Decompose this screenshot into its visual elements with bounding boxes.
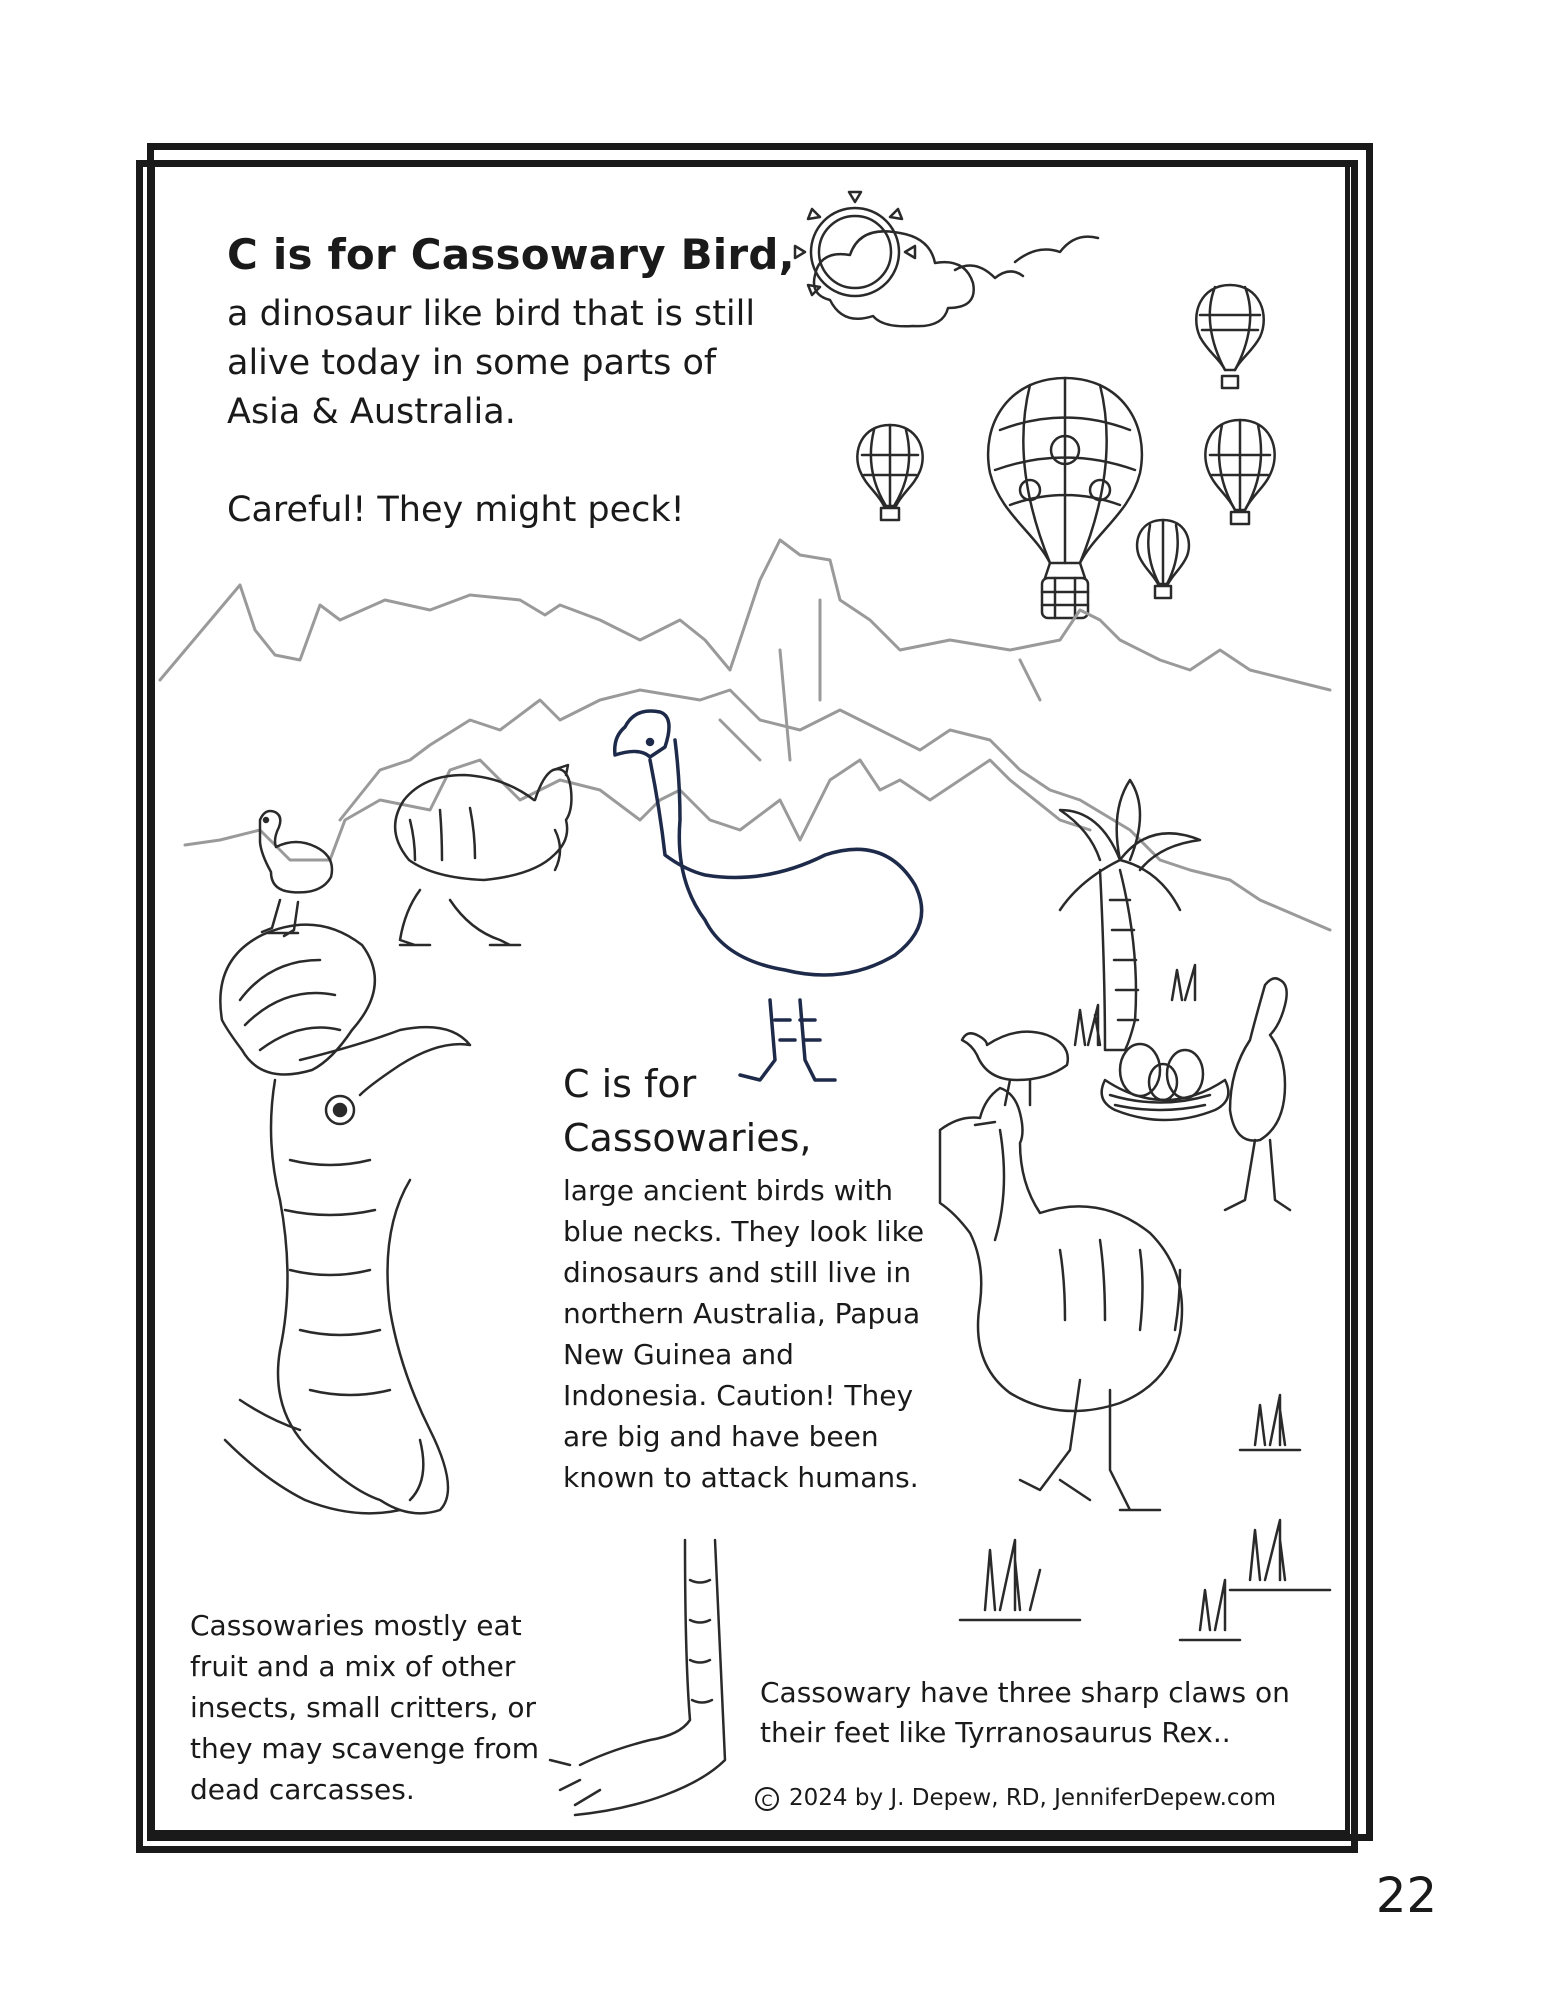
diet-line: fruit and a mix of other: [190, 1650, 516, 1683]
cassowary-walking-icon: [395, 765, 571, 945]
page-number: 22: [1375, 1868, 1437, 1924]
nest-eggs-icon: [1102, 1044, 1229, 1120]
body-line: are big and have been: [563, 1420, 879, 1453]
cassowary-large-icon: [940, 1088, 1182, 1510]
section-title-line: C is for: [563, 1062, 697, 1106]
diet-line: insects, small critters, or: [190, 1691, 536, 1724]
cassowary-foot-icon: [550, 1540, 725, 1815]
body-line: northern Australia, Papua: [563, 1297, 921, 1330]
hot-air-balloon-icon: [857, 425, 922, 520]
page-title: C is for Cassowary Bird,: [227, 230, 795, 279]
intro-line: alive today in some parts of: [227, 343, 717, 383]
intro-paragraph: [227, 290, 827, 437]
body-line: known to attack humans.: [563, 1461, 919, 1494]
cloud-icon: [814, 231, 974, 326]
cassowary-head-icon: [220, 925, 470, 1514]
hot-air-balloon-icon: [1196, 285, 1264, 388]
hot-air-balloon-icon: [1137, 520, 1189, 598]
emu-outline-icon: [615, 711, 922, 1080]
claws-paragraph: [760, 1673, 1320, 1753]
seagull-icon: [955, 237, 1098, 278]
copyright-icon: C: [755, 1787, 779, 1811]
diet-line: they may scavenge from: [190, 1732, 540, 1765]
cassowary-standing-icon: [1225, 978, 1290, 1210]
intro-line: Asia & Australia.: [227, 392, 516, 432]
intro-line: a dinosaur like bird that is still: [227, 294, 756, 334]
body-line: New Guinea and: [563, 1338, 794, 1371]
body-line: dinosaurs and still live in: [563, 1256, 912, 1289]
guinea-fowl-icon: [962, 1032, 1068, 1105]
diet-paragraph: [190, 1605, 570, 1810]
section-title: [563, 1057, 883, 1165]
diet-line: Cassowaries mostly eat: [190, 1609, 522, 1642]
claws-line: their feet like Tyrranosaurus Rex..: [760, 1716, 1231, 1749]
body-line: large ancient birds with: [563, 1174, 894, 1207]
body-line: blue necks. They look like: [563, 1215, 925, 1248]
grass-tuft-icon: [960, 965, 1330, 1640]
small-cassowary-icon: [260, 811, 332, 936]
section-title-line: Cassowaries,: [563, 1116, 812, 1160]
warning-text: Careful! They might peck!: [227, 490, 685, 530]
body-line: Indonesia. Caution! They: [563, 1379, 914, 1412]
copyright-notice: [755, 1785, 1276, 1811]
hot-air-balloon-icon: [1205, 420, 1274, 524]
section-body: [563, 1170, 943, 1498]
copyright-text: 2024 by J. Depew, RD, JenniferDepew.com: [789, 1785, 1277, 1811]
claws-line: Cassowary have three sharp claws on: [760, 1676, 1290, 1709]
diet-line: dead carcasses.: [190, 1773, 415, 1806]
hot-air-balloon-icon: [988, 378, 1142, 618]
